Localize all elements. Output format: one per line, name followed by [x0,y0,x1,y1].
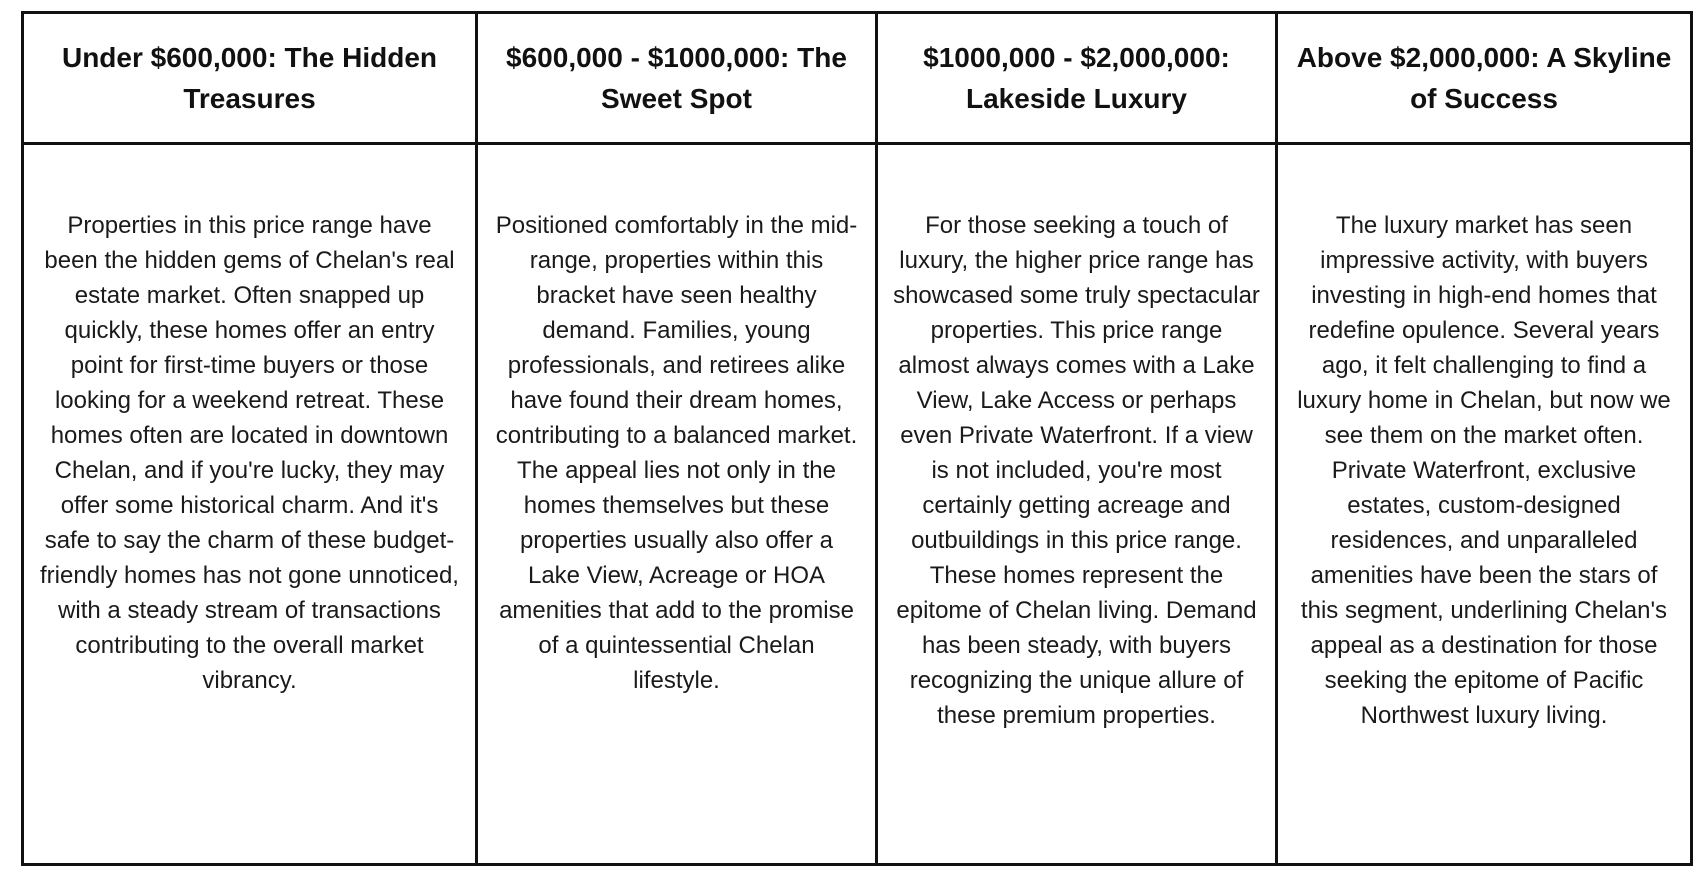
column-body-600k-1m [478,145,878,863]
column-header-600k-1m [478,14,878,145]
column-heading: Under $600,000: The Hidden Treasures [61,42,437,114]
column-header-above-2m [1278,14,1690,145]
column-header-1m-2m [878,14,1278,145]
column-body-under-600k [24,145,478,863]
column-description: For those seeking a touch of luxury, the higher price range has showcased some truly spectacular properties. This price range almost always comes with a Lake View, Lake Access or perhaps even Private Waterfront. If a view is not included, you're most certainly getting acreage and outbuildings in this price range. These homes represent the epitome of Chelan living. Demand has been steady, with buyers recognizing the unique allure of these premium properties. [893,212,1260,729]
column-description: The luxury market has seen impressive activity, with buyers investing in high-end homes that redefine opulence. Several years ago, it felt challenging to find a luxury home in Chelan, but now we see them on the market often. Private Waterfront, exclusive estates, custom-designed residences, and unparalleled amenities have been the stars of this segment, underlining Chelan's appeal as a destination for those seeking the epitome of Pacific Northwest luxury living. [1297,212,1671,729]
column-description: Properties in this price range have been the hidden gems of Chelan's real estate market. Often snapped up quickly, these homes offer an entry point for first-time buyers or those looking for a weekend retreat. These homes often are located in downtown Chelan, and if you're lucky, they may offer some historical charm. And it's safe to say the charm of these budget-friendly homes has not gone unnoticed, with a steady stream of transactions contributing to the overall market vibrancy. [40,212,459,694]
column-heading: $1000,000 - $2,000,000: Lakeside Luxury [923,42,1230,114]
price-range-table [21,11,1693,866]
column-description: Positioned comfortably in the mid-range, properties within this bracket have seen healthy demand. Families, young professionals, and retirees alike have found their dream homes, contributing to a balanced market. The appeal lies not only in the homes themselves but these properties usually also offer a Lake View, Acreage or HOA amenities that add to the promise of a quintessential Chelan lifestyle. [495,212,858,694]
column-header-under-600k [24,14,478,145]
column-heading: $600,000 - $1000,000: The Sweet Spot [506,42,847,114]
column-body-1m-2m [878,145,1278,863]
column-heading: Above $2,000,000: A Skyline of Success [1296,42,1672,114]
column-body-above-2m [1278,145,1690,863]
